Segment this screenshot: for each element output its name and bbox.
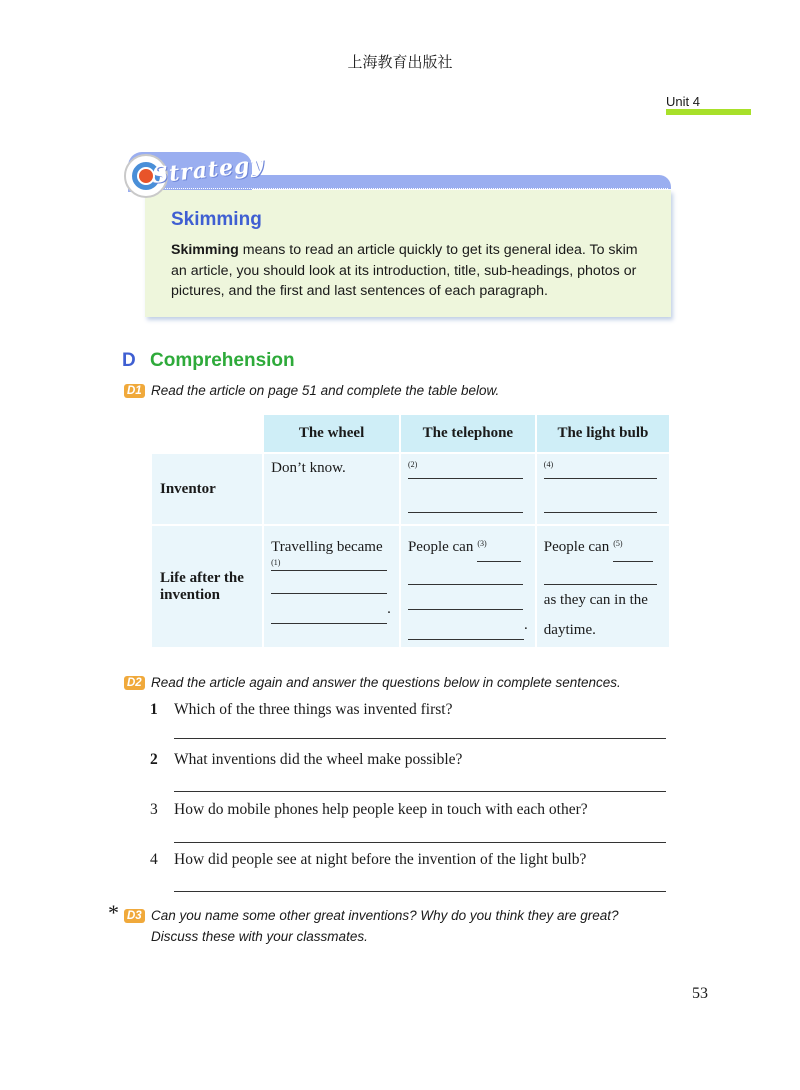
blank-number: (1) [271, 558, 281, 567]
blank-4[interactable] [544, 460, 657, 479]
strategy-lead-word: Skimming [171, 242, 239, 258]
cell-text: Don’t know. [271, 460, 346, 476]
question-text: Which of the three things was invented first? [174, 701, 453, 718]
row-header-line1: Life after the [160, 569, 244, 586]
col-header-light-bulb: The light bulb [536, 414, 670, 453]
blank-3-cont[interactable] [408, 562, 523, 585]
answer-line[interactable] [174, 791, 666, 792]
cell-text: People can [543, 539, 610, 555]
question-number: 1 [150, 701, 158, 718]
cell-wheel-inventor [263, 453, 400, 525]
strategy-divider [148, 188, 668, 189]
cell-text: People can [407, 539, 474, 555]
challenge-star: * [108, 900, 119, 925]
blank-3-cont2[interactable] [408, 585, 523, 610]
answer-line[interactable] [174, 891, 666, 892]
col-header-wheel: The wheel [263, 414, 400, 453]
d2-instruction: Read the article again and answer the questions below in complete sentences. [151, 675, 621, 690]
blank-1[interactable] [271, 558, 387, 571]
cell-bulb-life [536, 525, 670, 648]
strategy-title: Skimming [171, 209, 262, 230]
unit-label: Unit 4 [666, 94, 700, 109]
blank-number: (5) [613, 539, 623, 548]
unit-bar [666, 109, 751, 115]
blank-3[interactable] [477, 539, 521, 562]
answer-line[interactable] [174, 738, 666, 739]
cell-telephone-life [400, 525, 536, 648]
question-number: 2 [150, 751, 158, 768]
cell-text: Travelling became [271, 539, 383, 555]
d2-badge: D2 [124, 676, 145, 690]
strategy-body-text: means to read an article quickly to get its general idea. To skim an article, you should look at its introduction, title, sub-headings, photos or pictures, and the first and last sentences of each paragraph. [171, 242, 638, 299]
period: . [523, 617, 528, 633]
blank-2-cont[interactable] [408, 494, 523, 513]
question-text: What inventions did the wheel make possible? [174, 751, 463, 768]
blank-5[interactable] [613, 539, 653, 562]
blank-4-cont[interactable] [544, 494, 657, 513]
period: . [387, 601, 391, 617]
strategy-banner: Strategy [150, 151, 266, 189]
section-letter: D [122, 350, 136, 371]
blank-1-cont[interactable] [271, 571, 387, 594]
question-number: 4 [150, 851, 158, 868]
blank-3-end[interactable] [408, 617, 524, 640]
question-number: 3 [150, 801, 158, 818]
table-corner [151, 414, 263, 453]
blank-2[interactable] [408, 460, 523, 479]
cell-text: as they can in the [543, 592, 648, 608]
row-header-life-after [151, 525, 263, 648]
cell-wheel-life [263, 525, 400, 648]
d3-line2: Discuss these with your classmates. [151, 929, 368, 944]
question-text: How do mobile phones help people keep in touch with each other? [174, 801, 588, 818]
col-header-telephone: The telephone [400, 414, 536, 453]
comprehension-table [150, 413, 671, 649]
page-number: 53 [692, 985, 708, 1002]
d3-line1: Can you name some other great inventions? Why do you think they are great? [151, 908, 619, 923]
d1-instruction: Read the article on page 51 and complete the table below. [151, 383, 500, 398]
answer-line[interactable] [174, 842, 666, 843]
row-header-line2: invention [160, 586, 221, 603]
cell-text: daytime. [543, 622, 596, 638]
cell-telephone-inventor [400, 453, 536, 525]
blank-5-cont[interactable] [544, 562, 657, 585]
cell-bulb-inventor [536, 453, 670, 525]
section-title: Comprehension [150, 350, 295, 371]
strategy-text [171, 240, 656, 302]
blank-number: (2) [407, 460, 418, 469]
blank-number: (3) [477, 539, 487, 548]
d1-badge: D1 [124, 384, 145, 398]
blank-number: (4) [543, 460, 554, 469]
row-header-inventor: Inventor [151, 453, 263, 525]
question-text: How did people see at night before the invention of the light bulb? [174, 851, 587, 868]
d3-badge: D3 [124, 909, 145, 923]
publisher-name: 上海教育出版社 [347, 53, 453, 71]
blank-1-end[interactable] [271, 599, 387, 624]
